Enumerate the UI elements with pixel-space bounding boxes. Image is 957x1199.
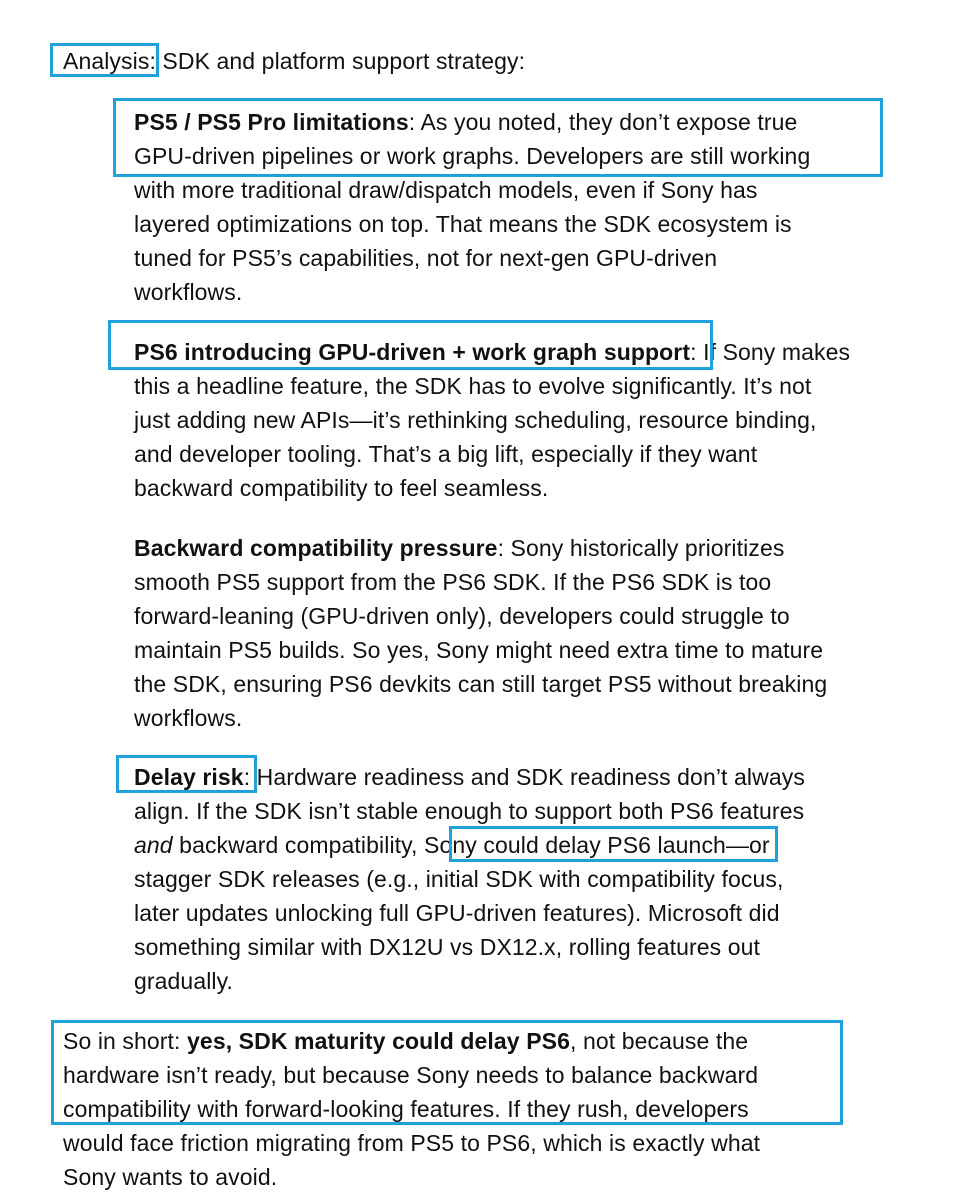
summary-text: So in short: [63, 1028, 188, 1054]
highlight-box-ps5-limitations [113, 98, 883, 177]
section-text: : As you noted, they don’t expose true [408, 109, 798, 135]
section-line: and developer tooling. That’s a big lift, especially if they want [134, 441, 758, 467]
section-line: smooth PS5 support from the PS6 SDK. If the PS6 SDK is too [134, 569, 772, 595]
section-line: GPU-driven pipelines or work graphs. Developers are still working [134, 143, 811, 169]
section-text: : If Sony makes [690, 339, 851, 365]
summary-line: Sony wants to avoid. [63, 1164, 278, 1190]
section-line: this a headline feature, the SDK has to evolve significantly. It’s not [134, 373, 812, 399]
section-line: workflows. [134, 279, 243, 305]
section-line [134, 531, 784, 565]
highlight-box-ps6-support [108, 320, 713, 370]
section-line: layered optimizations on top. That means the SDK ecosystem is [134, 211, 792, 237]
section-line: something similar with DX12U vs DX12.x, rolling features out [134, 934, 760, 960]
section-line: forward-leaning (GPU-driven only), developers could struggle to [134, 603, 790, 629]
section-line: workflows. [134, 705, 243, 731]
section-line: the SDK, ensuring PS6 devkits can still target PS5 without breaking [134, 671, 828, 697]
section-text: backward compatibility, [172, 832, 425, 858]
summary-line: would face friction migrating from PS5 to PS6, which is exactly what [63, 1130, 761, 1156]
summary-bold: yes, SDK maturity could delay PS6 [187, 1028, 570, 1054]
section-line: align. If the SDK isn’t stable enough to support both PS6 features [134, 798, 805, 824]
analysis-label: Analysis [63, 48, 150, 74]
section-title: PS5 / PS5 Pro limitations [134, 109, 409, 135]
emphasis-and: and [134, 832, 173, 858]
section-title: PS6 introducing GPU-driven + work graph support [134, 339, 691, 365]
heading-text: : SDK and platform support strategy: [149, 48, 526, 74]
section-title: Backward compatibility pressure [134, 535, 498, 561]
section-line: backward compatibility to feel seamless. [134, 475, 549, 501]
summary-line: compatibility with forward-looking features. If they rush, developers [63, 1096, 749, 1122]
highlight-box-delay-risk [116, 755, 257, 793]
section-line: later updates unlocking full GPU-driven features). Microsoft did [134, 900, 780, 926]
highlight-box-delay-launch [449, 826, 778, 862]
summary-line: hardware isn’t ready, but because Sony needs to balance backward [63, 1062, 759, 1088]
section-line: gradually. [134, 968, 234, 994]
section-line: just adding new APIs—it’s rethinking scheduling, resource binding, [134, 407, 817, 433]
highlight-box-analysis [50, 43, 159, 77]
section-line: maintain PS5 builds. So yes, Sony might need extra time to mature [134, 637, 824, 663]
highlight-box-summary [51, 1020, 843, 1125]
section-line: with more traditional draw/dispatch models, even if Sony has [134, 177, 758, 203]
section-line: stagger SDK releases (e.g., initial SDK with compatibility focus, [134, 866, 784, 892]
section-text: : Sony historically prioritizes [497, 535, 785, 561]
section-line: tuned for PS5’s capabilities, not for next-gen GPU-driven [134, 245, 718, 271]
section-text: : Hardware readiness and SDK readiness don’t always [243, 764, 805, 790]
highlighted-phrase: Sony could delay PS6 launch [424, 832, 726, 858]
section-text: —or [725, 832, 770, 858]
summary-text: , not because the [569, 1028, 749, 1054]
section-title: Delay risk [134, 764, 244, 790]
